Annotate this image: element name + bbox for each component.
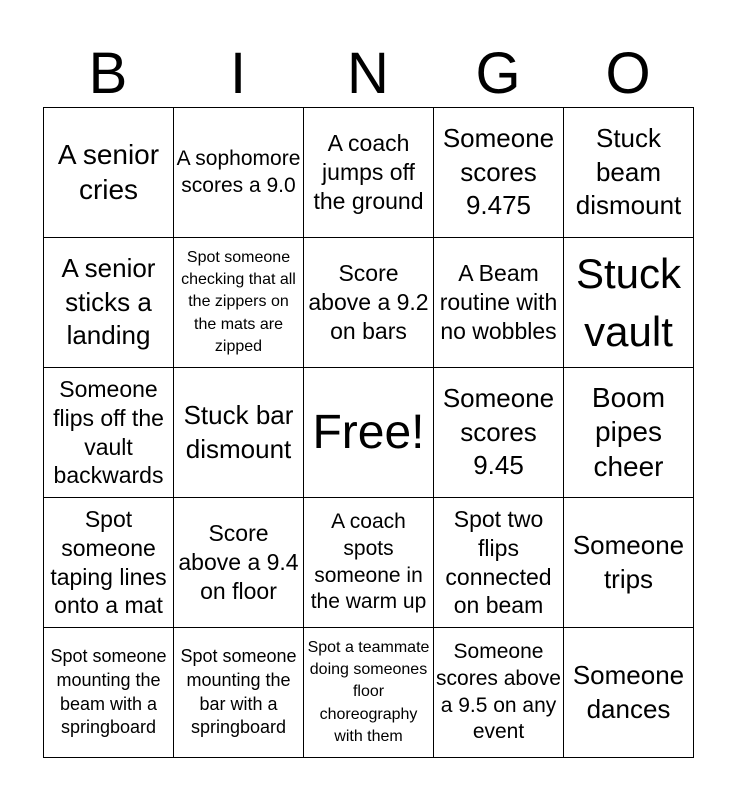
header-letter-b: B [88, 41, 128, 106]
bingo-cell[interactable] [174, 108, 304, 238]
bingo-cell[interactable] [564, 108, 694, 238]
bingo-cell[interactable] [434, 368, 564, 498]
bingo-cell[interactable] [44, 628, 174, 758]
bingo-cell[interactable] [434, 498, 564, 628]
bingo-cell[interactable] [304, 108, 434, 238]
cell-text: Spot someone taping lines onto a mat [50, 506, 167, 619]
cell-text: Spot someone mounting the bar with a springboard [180, 646, 297, 738]
cell-text: Someone trips [572, 529, 685, 594]
cell-text: Someone dances [572, 659, 685, 724]
bingo-cell[interactable] [44, 368, 174, 498]
cell-text: Spot two flips connected on beam [445, 506, 552, 619]
cell-text: Free! [312, 405, 425, 459]
cell-text: Stuck beam dismount [575, 122, 682, 221]
bingo-cell[interactable] [174, 368, 304, 498]
free-cell[interactable] [304, 368, 434, 498]
cell-text: A coach jumps off the ground [313, 130, 424, 214]
cell-text: A coach spots someone in the warm up [310, 510, 427, 614]
cell-text: A senior sticks a landing [61, 252, 156, 351]
cell-text: Score above a 9.4 on floor [178, 520, 299, 604]
bingo-cell[interactable] [304, 498, 434, 628]
bingo-cell[interactable] [174, 628, 304, 758]
bingo-cell[interactable] [434, 108, 564, 238]
cell-text: Score above a 9.2 on bars [308, 260, 429, 344]
bingo-cell[interactable] [564, 238, 694, 368]
bingo-header [43, 40, 693, 108]
header-letter-n: N [347, 41, 389, 106]
header-letter-g: G [475, 41, 521, 106]
cell-text: A senior cries [57, 139, 160, 205]
cell-text: Someone scores above a 9.5 on any event [436, 640, 561, 744]
cell-text: Spot someone mounting the beam with a springboard [50, 646, 167, 738]
bingo-cell[interactable] [44, 238, 174, 368]
bingo-cell[interactable] [564, 628, 694, 758]
bingo-cell[interactable] [434, 238, 564, 368]
header-letter-i: I [229, 41, 247, 106]
cell-text: Someone scores 9.475 [442, 122, 555, 221]
cell-text: Stuck bar dismount [183, 399, 294, 464]
bingo-cell[interactable] [564, 498, 694, 628]
bingo-cell[interactable] [174, 498, 304, 628]
bingo-cell[interactable] [44, 498, 174, 628]
header-letter-o: O [605, 41, 651, 106]
cell-text: Someone scores 9.45 [442, 382, 555, 481]
cell-text: Someone flips off the vault backwards [53, 376, 164, 489]
cell-text: A Beam routine with no wobbles [439, 260, 558, 344]
cell-text: Spot someone checking that all the zippers on the mats are zipped [181, 249, 296, 355]
cell-text: Stuck vault [575, 249, 682, 355]
bingo-cell[interactable] [44, 108, 174, 238]
bingo-cell[interactable] [174, 238, 304, 368]
bingo-cell[interactable] [304, 628, 434, 758]
bingo-board [43, 107, 694, 758]
cell-text: Spot a teammate doing someones floor choreography with them [307, 639, 430, 745]
cell-text: Boom pipes cheer [591, 382, 666, 482]
cell-text: A sophomore scores a 9.0 [176, 146, 301, 197]
bingo-cell[interactable] [564, 368, 694, 498]
bingo-cell[interactable] [434, 628, 564, 758]
bingo-cell[interactable] [304, 238, 434, 368]
